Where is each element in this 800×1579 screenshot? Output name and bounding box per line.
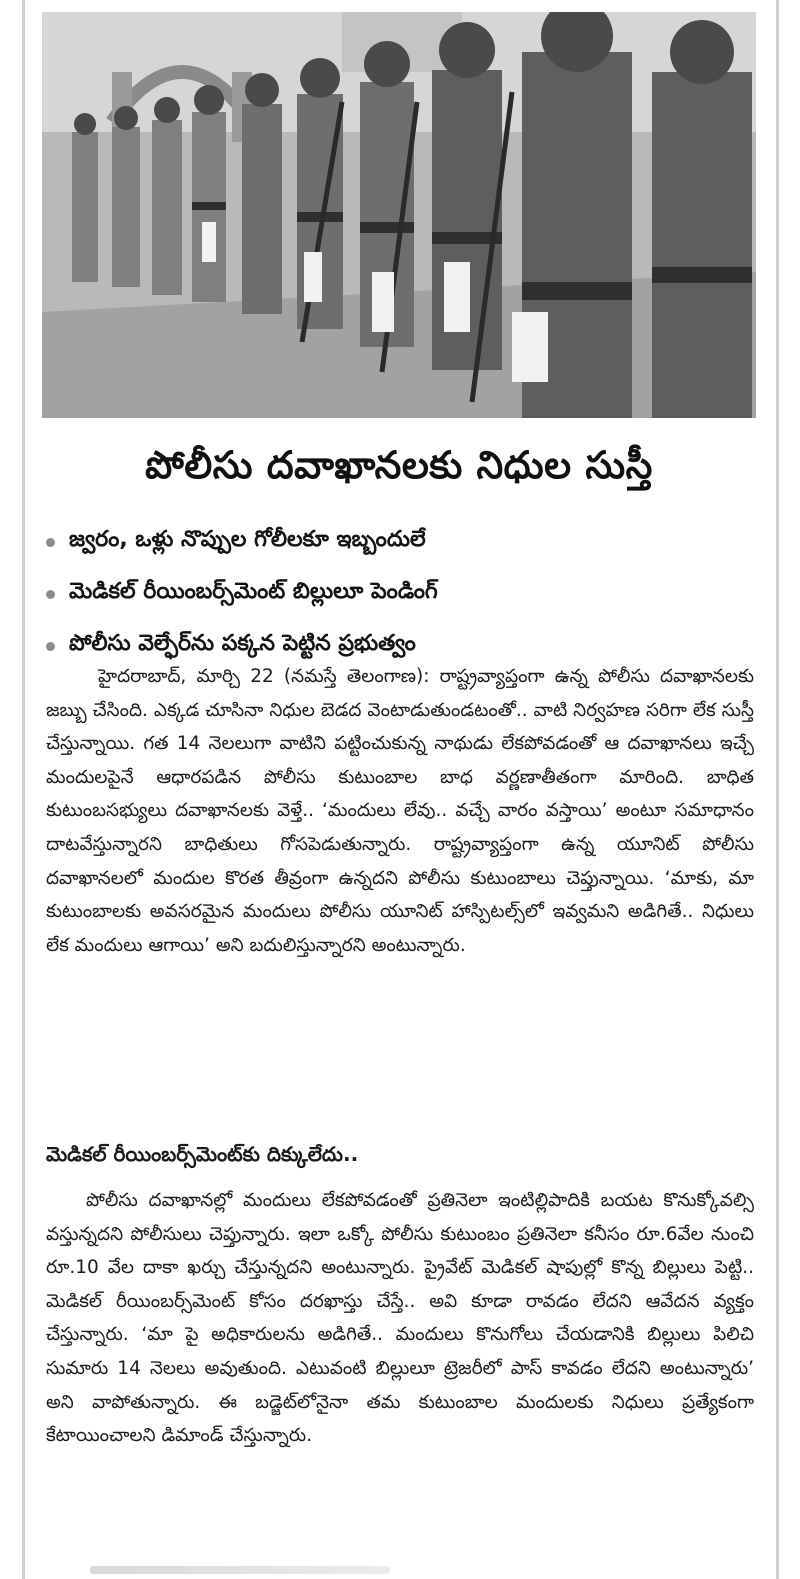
left-border-rule bbox=[22, 0, 25, 1579]
police-march-photo bbox=[42, 12, 756, 418]
highlight-text: పోలీసు వెల్ఫేర్‌ను పక్కన పెట్టిన ప్రభుత్వం bbox=[69, 631, 416, 656]
bullet-icon bbox=[46, 642, 55, 651]
list-item bbox=[46, 516, 756, 568]
bullet-icon bbox=[46, 590, 55, 599]
highlight-text: మెడికల్ రీయింబర్స్‌మెంట్ బిల్లులూ పెండింగ్ bbox=[69, 579, 438, 604]
article-paragraph-2: పోలీసు దవాఖానల్లో మందులు లేకపోవడంతో ప్రతినెలా ఇంటిల్లిపాదికి బయట కొనుక్కోవల్సి వస్తున్నదని పోలీసులు చెప్తున్నారు. ఇలా ఒక్కో పోలీసు కుటుంబం ప్రతినెలా కనీసం రూ.6వేల నుంచి రూ.10 వేల దాకా ఖర్చు చేస్తున్నదని అంటున్నారు. ప్రైవేట్ మెడికల్ షాపుల్లో కొన్న బిల్లులు పెట్టి.. మెడికల్ రీయింబర్స్‌మెంట్ కోసం దరఖాస్తు చేస్తే.. అవి కూడా రావడం లేదని ఆవేదన వ్యక్తం చేస్తున్నారు. ‘మా పై అధికారులను అడిగితే.. మందులు కొనుగోలు చేయడానికి బిల్లులు పిలిచి సుమారు 14 నెలలు అవుతుంది. ఎటువంటి బిల్లులూ ట్రెజరీలో పాస్ కావడం లేదని అంటున్నారు’ అని వాపోతున్నారు. ఈ బడ్జెట్‌లోనైనా తమ కుటుంబాల మందులకు నిధులు ప్రత్యేకంగా కేటాయించాలని డిమాండ్ చేస్తున్నారు. bbox=[46, 1190, 754, 1447]
bullet-icon bbox=[46, 538, 55, 547]
list-item bbox=[46, 568, 756, 620]
article-subheading: మెడికల్ రీయింబర్స్‌మెంట్‌కు దిక్కులేదు.. bbox=[46, 1142, 359, 1166]
article-headline: పోలీసు దవాఖానలకు నిధుల సుస్తీ bbox=[145, 443, 653, 487]
article-paragraph-1: హైదరాబాద్, మార్చి 22 (నమస్తే తెలంగాణ): రాష్ట్రవ్యాప్తంగా ఉన్న పోలీసు దవాఖానలకు జబ్బు చేసింది. ఎక్కడ చూసినా నిధుల బెడద వెంటాడుతుండటంతో.. వాటి నిర్వహణ సరిగా లేక సుస్తీ చేస్తున్నాయి. గత 14 నెలలుగా వాటిని పట్టించుకున్న నాథుడు లేకపోవడంతో ఆ దవాఖానలు ఇచ్చే మందులపైనే ఆధారపడిన పోలీసు కుటుంబాల బాధ వర్ణణాతీతంగా మారింది. బాధిత కుటుంబసభ్యులు దవాఖానలకు వెళ్తే.. ‘మందులు లేవు.. వచ్చే వారం వస్తాయి’ అంటూ సమాధానం దాటవేస్తున్నారని బాధితులు గోసపెడుతున్నారు. రాష్ట్రవ్యాప్తంగా ఉన్న యూనిట్ పోలీసు దవాఖానలలో మందుల కొరత తీవ్రంగా ఉన్నదని పోలీసు కుటుంబాలు చెప్తున్నాయి. ‘మాకు, మా కుటుంబాలకు అవసరమైన మందులు పోలీసు యూనిట్ హాస్పిటల్స్‌లో ఇవ్వమని అడిగితే.. నిధులు లేక మందులు ఆగాయి’ అని బదులిస్తున్నారని అంటున్నారు. bbox=[46, 666, 754, 956]
cut-off-text-line bbox=[90, 1566, 390, 1574]
highlight-text: జ్వరం, ఒళ్లు నొప్పుల గోలీలకూ ఇబ్బందులే bbox=[69, 527, 426, 552]
highlights-list bbox=[46, 516, 756, 672]
right-border-rule bbox=[776, 0, 779, 1579]
